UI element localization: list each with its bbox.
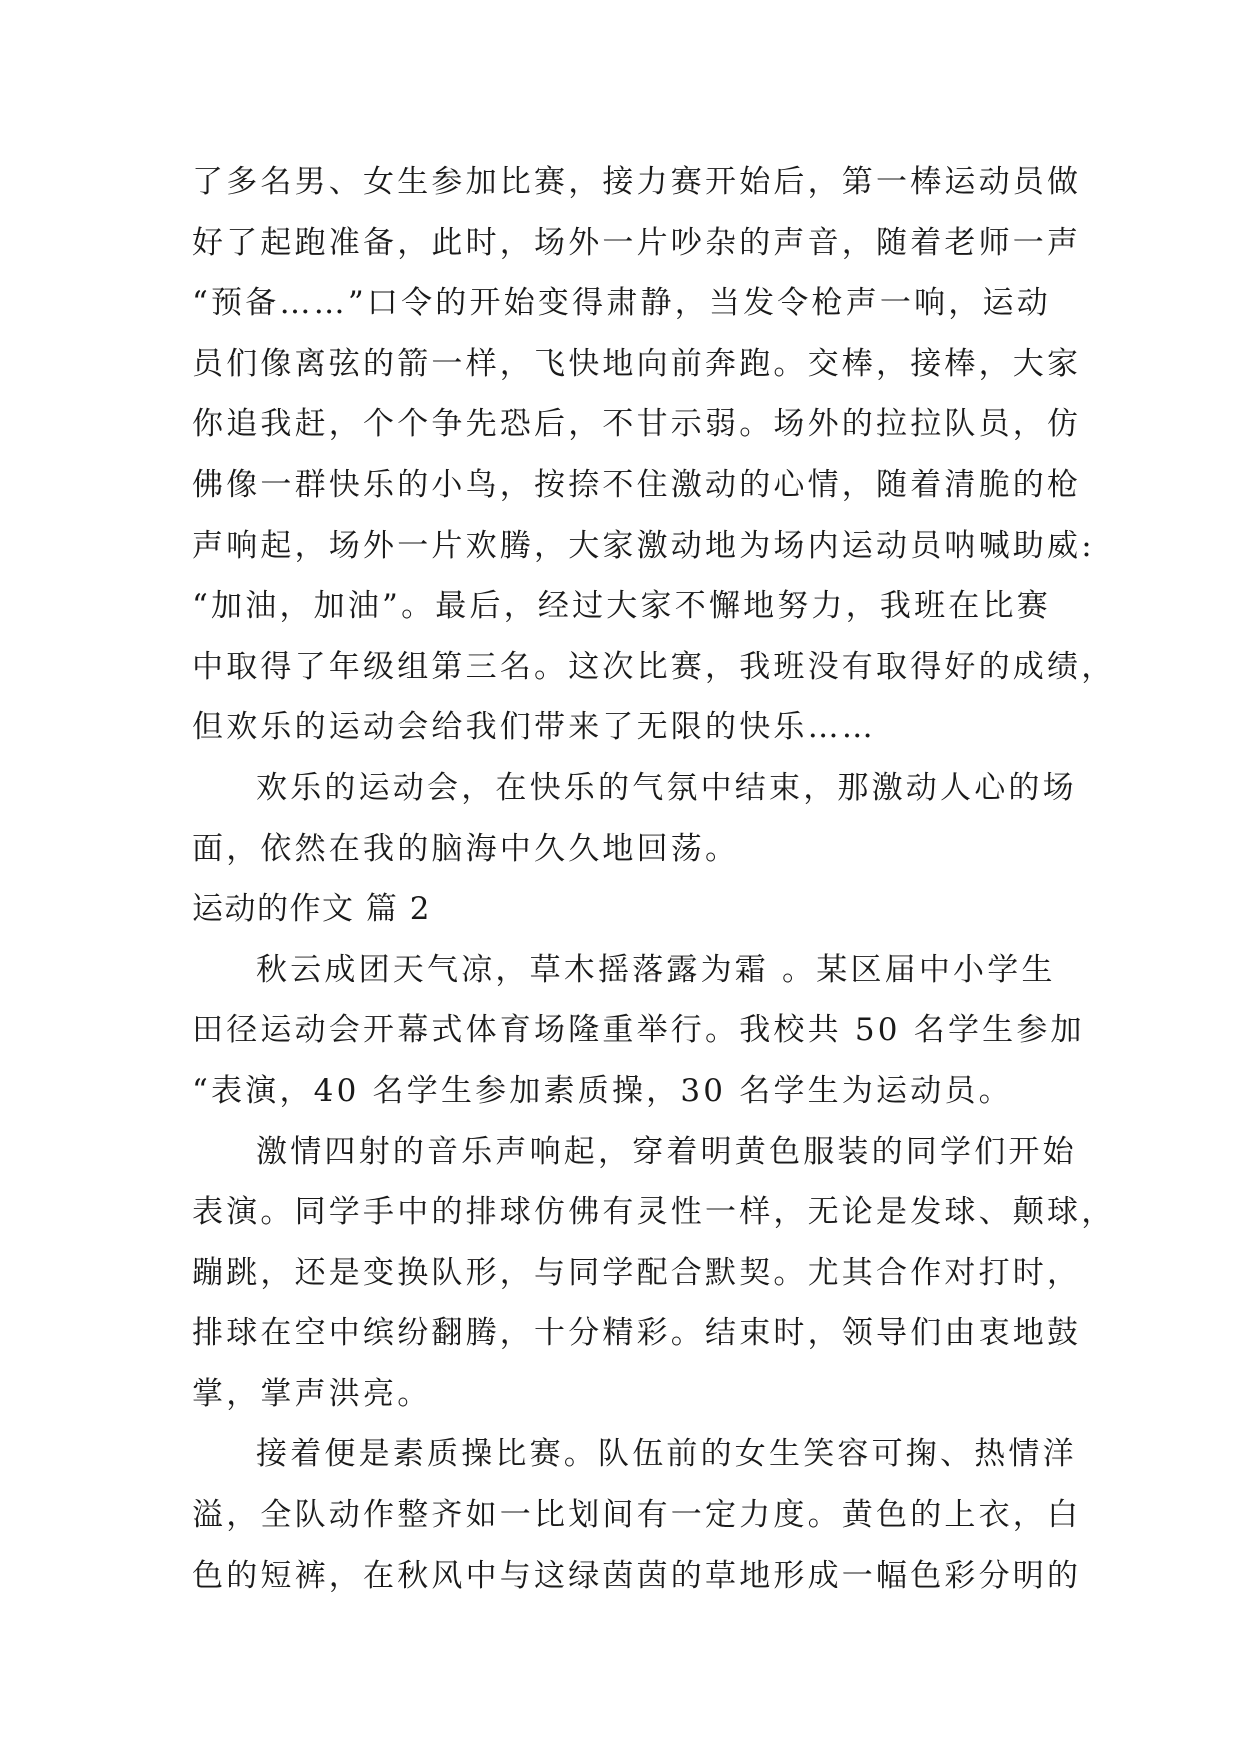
text-line: 欢乐的运动会，在快乐的气氛中结束，那激动人心的场 bbox=[256, 769, 1077, 806]
text-line: 面，依然在我的脑海中久久地回荡。 bbox=[192, 830, 740, 867]
text-line: 中取得了年级组第三名。这次比赛，我班没有取得好的成绩， bbox=[192, 648, 1116, 685]
document-body bbox=[192, 152, 1116, 1606]
text-line: 你追我赶，个个争先恐后，不甘示弱。场外的拉拉队员，仿 bbox=[192, 406, 1082, 443]
text-line: 好了起跑准备，此时，场外一片吵杂的声音，随着老师一声 bbox=[192, 224, 1082, 261]
text-line: 声响起，场外一片欢腾，大家激动地为场内运动员呐喊助威: bbox=[192, 527, 1095, 564]
text-line: 排球在空中缤纷翻腾，十分精彩。结束时，领导们由衷地鼓 bbox=[192, 1315, 1082, 1352]
text-line: 员们像离弦的箭一样，飞快地向前奔跑。交棒，接棒，大家 bbox=[192, 345, 1082, 382]
paragraph-opening-ceremony bbox=[192, 940, 1085, 1122]
text-line: 接着便是素质操比赛。队伍前的女生笑容可掬、热情洋 bbox=[256, 1436, 1077, 1473]
text-line: 激情四射的音乐声响起，穿着明黄色服装的同学们开始 bbox=[256, 1133, 1077, 1170]
heading-text: 运动的作文 篇 2 bbox=[192, 891, 431, 928]
section-heading bbox=[192, 879, 1072, 940]
text-line: 蹦跳，还是变换队形，与同学配合默契。尤其合作对打时， bbox=[192, 1254, 1082, 1291]
text-line: 表演。同学手中的排球仿佛有灵性一样，无论是发球、颠球， bbox=[192, 1194, 1116, 1231]
text-line: “加油，加油”。最后，经过大家不懈地努力，我班在比赛 bbox=[192, 588, 1051, 625]
paragraph-fitness-exercise bbox=[192, 1424, 1082, 1606]
paragraph-relay-race bbox=[192, 152, 1116, 758]
text-line: “表演，40 名学生参加素质操，30 名学生为运动员。 bbox=[192, 1072, 1013, 1109]
text-line: 秋云成团天气凉，草木摇落露为霜 。某区届中小学生 bbox=[256, 951, 1056, 988]
text-line: 佛像一群快乐的小鸟，按捺不住激动的心情，随着清脆的枪 bbox=[192, 466, 1082, 503]
text-line: 掌，掌声洪亮。 bbox=[192, 1375, 432, 1412]
paragraph-conclusion bbox=[192, 758, 1077, 879]
text-line: “预备……”口令的开始变得肃静，当发令枪声一响，运动 bbox=[192, 285, 1051, 322]
paragraph-volleyball-performance bbox=[192, 1122, 1116, 1425]
text-line: 但欢乐的运动会给我们带来了无限的快乐…… bbox=[192, 709, 876, 746]
text-line: 色的短裤，在秋风中与这绿茵茵的草地形成一幅色彩分明的 bbox=[192, 1557, 1082, 1594]
text-line: 溢，全队动作整齐如一比划间有一定力度。黄色的上衣，白 bbox=[192, 1497, 1082, 1534]
text-line: 田径运动会开幕式体育场隆重举行。我校共 50 名学生参加 bbox=[192, 1012, 1085, 1049]
text-line: 了多名男、女生参加比赛，接力赛开始后，第一棒运动员做 bbox=[192, 164, 1082, 200]
